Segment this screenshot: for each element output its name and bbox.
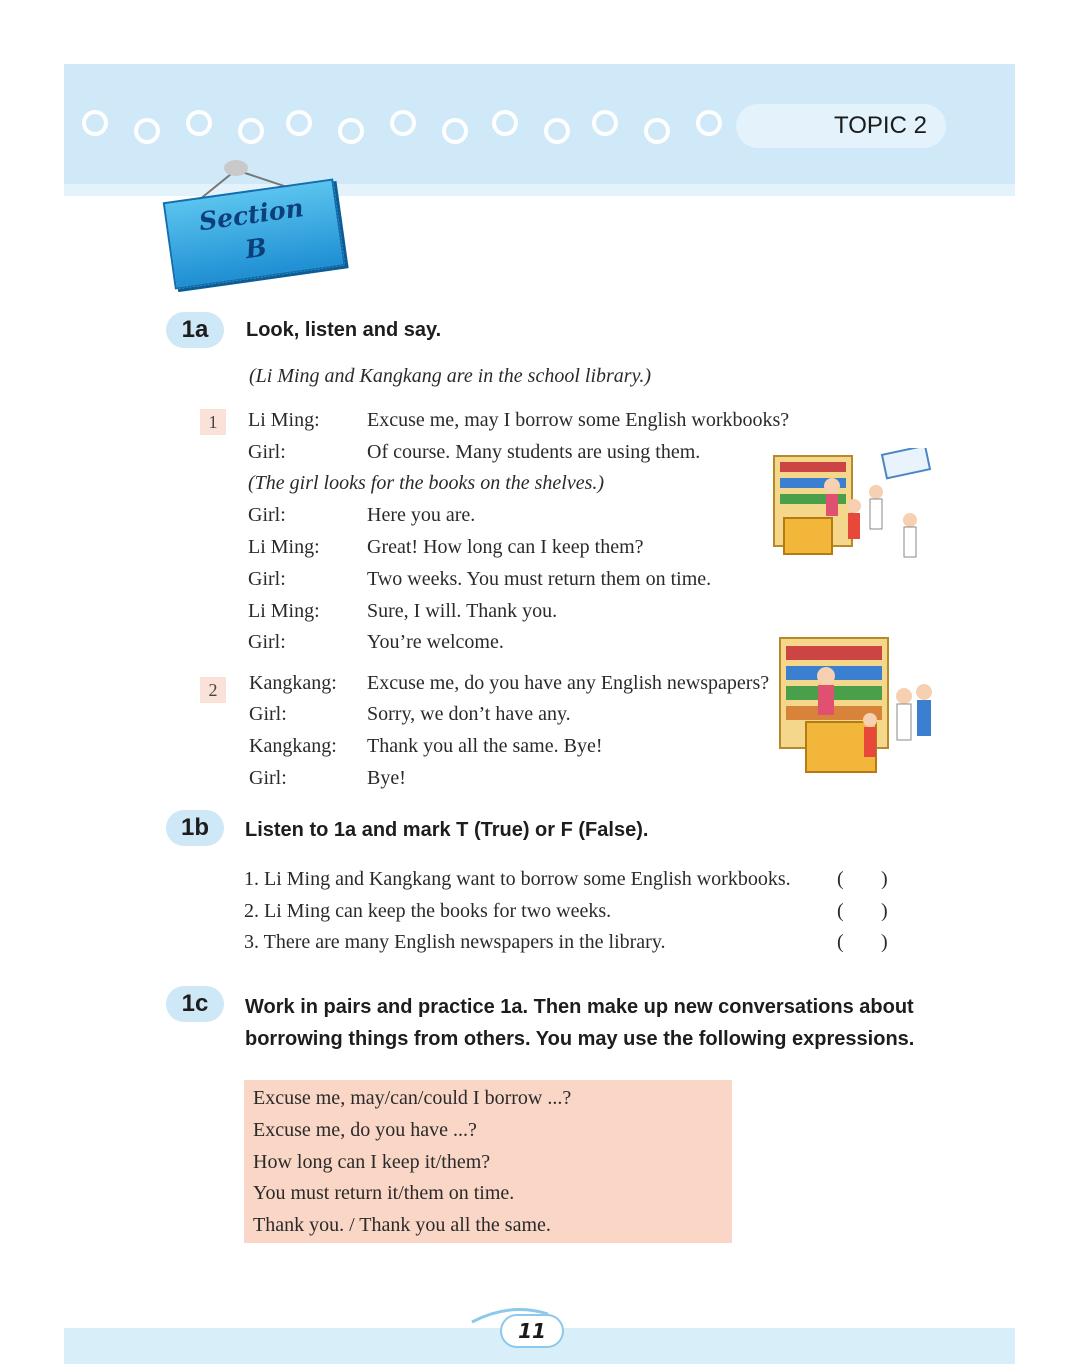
dialogue-speaker: Li Ming:	[248, 536, 320, 558]
decorative-rings	[64, 104, 744, 154]
exercise-1c-badge: 1c	[166, 986, 224, 1022]
ring-icon	[238, 118, 264, 144]
dialogue-line: Excuse me, do you have any English newspapers?	[367, 672, 770, 694]
expressions-box	[244, 1080, 732, 1243]
ring-icon	[696, 110, 722, 136]
exercise-1a-badge: 1a	[166, 312, 224, 348]
section-sign-text	[166, 187, 342, 278]
dialogue-line: Thank you all the same. Bye!	[367, 735, 603, 757]
exercise-1c-title-line2: borrowing things from others. You may use the following expressions.	[245, 1028, 915, 1050]
dialogue-2-number: 2	[200, 677, 226, 703]
answer-paren-close: )	[881, 868, 888, 890]
list-item: 1. Li Ming and Kangkang want to borrow some English workbooks.	[244, 868, 791, 890]
dialogue-speaker: Kangkang:	[249, 672, 337, 694]
dialogue-line: Two weeks. You must return them on time.	[367, 568, 712, 590]
library-counter-illustration	[772, 448, 934, 578]
dialogue-line: Sorry, we don’t have any.	[367, 703, 571, 725]
exercise-1a-title: Look, listen and say.	[246, 319, 442, 341]
dialogue-speaker: Girl:	[248, 504, 286, 526]
dialogue-speaker: Girl:	[249, 703, 287, 725]
exercise-1c-title-line1: Work in pairs and practice 1a. Then make up new conversations about	[245, 996, 914, 1018]
dialogue-line: Great! How long can I keep them?	[367, 536, 644, 558]
ring-icon	[82, 110, 108, 136]
dialogue-1-action: (The girl looks for the books on the shelves.)	[248, 472, 605, 494]
exercise-1a-setting: (Li Ming and Kangkang are in the school library.)	[249, 365, 652, 387]
section-sign	[164, 160, 354, 290]
section-word: Section	[197, 193, 306, 237]
topic-label: TOPIC 2	[834, 112, 927, 139]
answer-paren-open: (	[837, 931, 844, 953]
expression-item: Excuse me, do you have ...?	[253, 1119, 477, 1141]
dialogue-speaker: Girl:	[248, 631, 286, 653]
ring-icon	[442, 118, 468, 144]
ring-icon	[492, 110, 518, 136]
dialogue-line: Excuse me, may I borrow some English workbooks?	[367, 409, 790, 431]
ring-icon	[592, 110, 618, 136]
dialogue-speaker: Li Ming:	[248, 409, 320, 431]
dialogue-line: Sure, I will. Thank you.	[367, 600, 558, 622]
dialogue-line: Bye!	[367, 767, 406, 789]
ring-icon	[338, 118, 364, 144]
ring-icon	[134, 118, 160, 144]
expression-item: You must return it/them on time.	[253, 1182, 515, 1204]
textbook-page	[64, 64, 1015, 1364]
dialogue-1-number: 1	[200, 409, 226, 435]
dialogue-speaker: Li Ming:	[248, 600, 320, 622]
answer-paren-close: )	[881, 900, 888, 922]
ring-icon	[286, 110, 312, 136]
exercise-1b-title: Listen to 1a and mark T (True) or F (False).	[245, 819, 649, 841]
expression-item: Thank you. / Thank you all the same.	[253, 1214, 551, 1236]
dialogue-speaker: Girl:	[248, 441, 286, 463]
expression-item: How long can I keep it/them?	[253, 1151, 491, 1173]
ring-icon	[544, 118, 570, 144]
ring-icon	[186, 110, 212, 136]
page-number: 11	[518, 1319, 546, 1343]
dialogue-speaker: Girl:	[248, 568, 286, 590]
answer-paren-close: )	[881, 931, 888, 953]
exercise-1b-badge: 1b	[166, 810, 224, 846]
answer-paren-open: (	[837, 868, 844, 890]
section-letter: B	[243, 232, 269, 265]
list-item: 2. Li Ming can keep the books for two weeks.	[244, 900, 612, 922]
expression-item: Excuse me, may/can/could I borrow ...?	[253, 1087, 572, 1109]
pin-icon	[224, 160, 248, 176]
ring-icon	[644, 118, 670, 144]
dialogue-line: You’re welcome.	[367, 631, 504, 653]
dialogue-line: Here you are.	[367, 504, 476, 526]
ring-icon	[390, 110, 416, 136]
list-item: 3. There are many English newspapers in the library.	[244, 931, 666, 953]
dialogue-line: Of course. Many students are using them.	[367, 441, 701, 463]
dialogue-speaker: Kangkang:	[249, 735, 337, 757]
dialogue-speaker: Girl:	[249, 767, 287, 789]
library-shelves-illustration	[778, 636, 938, 796]
answer-paren-open: (	[837, 900, 844, 922]
